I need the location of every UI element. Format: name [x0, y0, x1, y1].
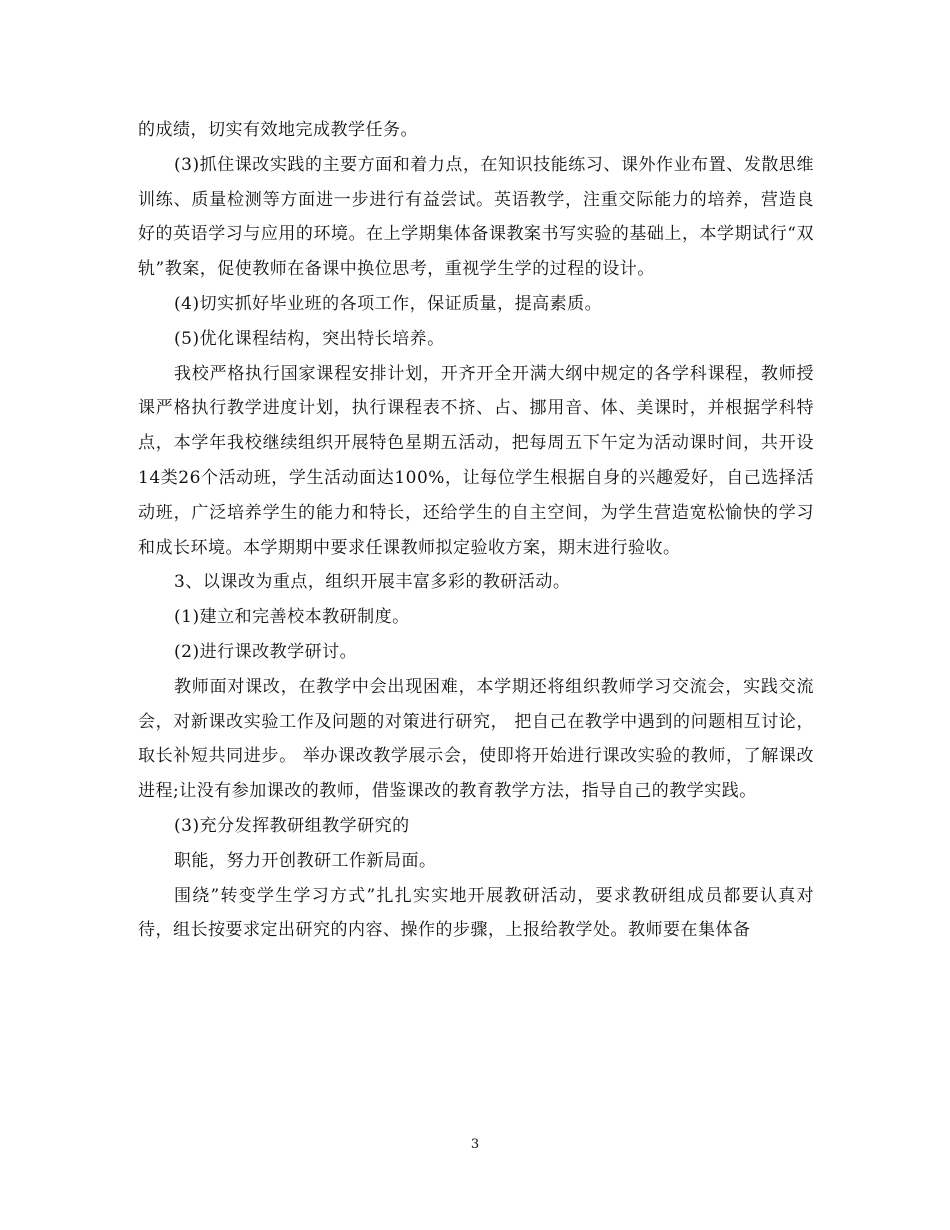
page-number: 3 [470, 1137, 480, 1152]
paragraph-2: (3)抓住课改实践的主要方面和着力点，在知识技能练习、课外作业布置、发散思维训练、质量检测等方面进一步进行有益尝试。英语教学，注重交际能力的培养，营造良好的英语学习与应用的环境。在上学期集体备课教案书写实验的基础上，本学期试行“双轨”教案，促使教师在备课中换位思考，重视学生学的过程的设计。 [138, 154, 814, 280]
paragraph-5: 我校严格执行国家课程安排计划，开齐开全开满大纲中规定的各学科课程，教师授课严格执行教学进度计划，执行课程表不挤、占、挪用音、体、美课时，并根据学科特点，本学年我校继续组织开展特色星期五活动，把每周五下午定为活动课时间，共开设14类26个活动班，学生活动面达100%，让每位学生根据自身的兴趣爱好，自己选择活动班，广泛培养学生的能力和特长，还给学生的自主空间，为学生营造宽松愉快的学习和成长环境。本学期期中要求任课教师拟定验收方案，期末进行验收。 [138, 363, 814, 558]
paragraph-12: 围绕”转变学生学习方式”扎扎实实地开展教研活动，要求教研组成员都要认真对待，组长按要求定出研究的内容、操作的步骤，上报给教学处。教师要在集体备 [138, 885, 814, 941]
document-body [138, 113, 814, 948]
paragraph-3: (4)切实抓好毕业班的各项工作，保证质量，提高素质。 [174, 293, 603, 314]
paragraph-4: (5)优化课程结构，突出特长培养。 [174, 328, 445, 349]
paragraph-1: 的成绩，切实有效地完成教学任务。 [138, 120, 418, 140]
paragraph-10: (3)充分发挥教研组教学研究的 [174, 815, 410, 836]
paragraph-11: 职能，努力开创教研工作新局面。 [174, 850, 437, 871]
paragraph-7: (1)建立和完善校本教研制度。 [174, 607, 410, 628]
paragraph-6: 3、以课改为重点，组织开展丰富多彩的教研活动。 [174, 572, 571, 593]
paragraph-9: 教师面对课改，在教学中会出现困难，本学期还将组织教师学习交流会，实践交流会，对新课改实验工作及问题的对策进行研究， 把自己在教学中遇到的问题相互讨论，取长补短共同进步。 举办课改教学展示会，使即将开始进行课改实验的教师，了解课改进程;让没有参加课改的教师，借鉴课改的教育教学方法，指导自己的教学实践。 [138, 676, 814, 802]
paragraph-8: (2)进行课改教学研讨。 [174, 641, 358, 662]
